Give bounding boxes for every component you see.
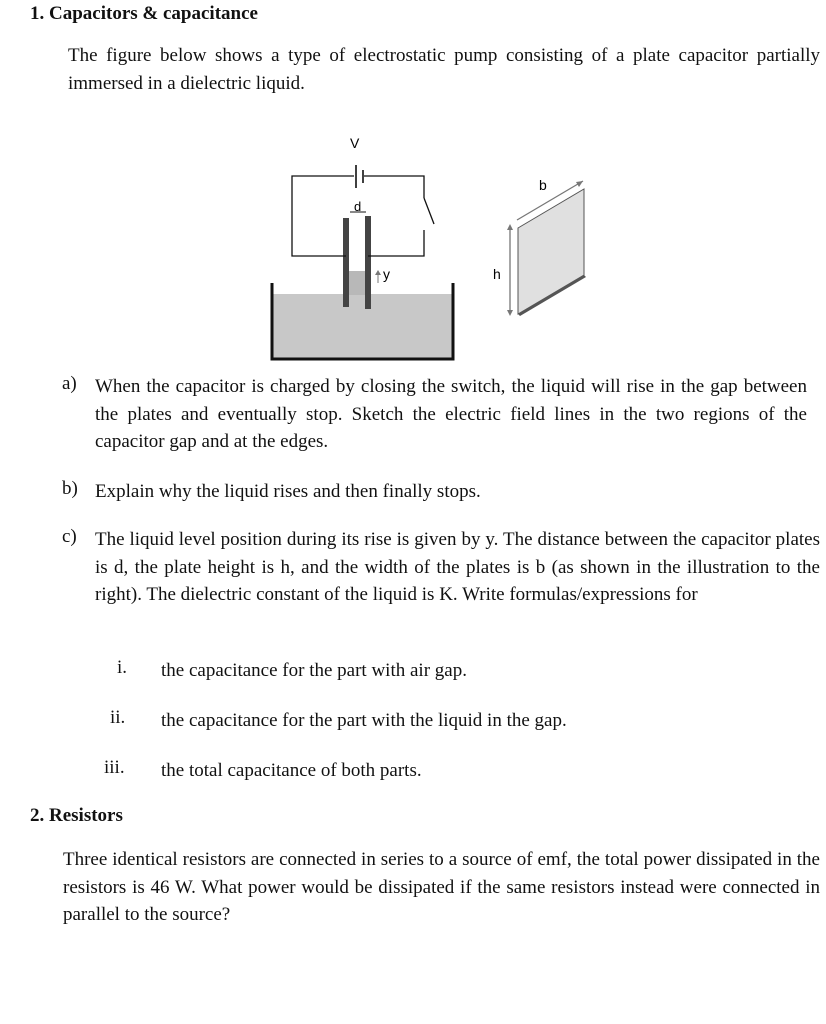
section-2-heading: 2. Resistors — [30, 805, 123, 826]
switch-icon — [424, 198, 434, 224]
section-1-heading: 1. Capacitors & capacitance — [30, 3, 258, 24]
label-b: b — [539, 177, 547, 193]
section-1-intro: The figure below shows a type of electrostatic pump consisting of a plate capacitor partially immersed in a dielectric liquid. — [68, 45, 820, 94]
subitem-ii-label: ii. — [110, 707, 126, 728]
capacitor-plate-right — [365, 216, 371, 309]
question-c-label: c) — [62, 526, 77, 547]
label-v: V — [350, 135, 360, 151]
electrostatic-pump-figure — [255, 128, 600, 368]
subitem-iii-label: iii. — [104, 757, 125, 778]
subitem-i-text: the capacitance for the part with air gap. — [161, 660, 467, 681]
dielectric-liquid — [272, 294, 452, 358]
question-c-text: The liquid level position during its rise is given by y. The distance between the capacitor plates is d, the plate height is h, and the width of the plates is b (as shown in the illustration to the right). The dielectric constant of the liquid is K. Write formulas/expressions for — [95, 529, 820, 605]
question-b-text: Explain why the liquid rises and then finally stops. — [95, 481, 481, 502]
label-h: h — [493, 266, 501, 282]
raised-liquid-column — [349, 271, 365, 295]
subitem-iii-text: the total capacitance of both parts. — [161, 760, 422, 781]
subitem-i-label: i. — [117, 657, 128, 678]
label-y: y — [383, 266, 390, 282]
question-b-label: b) — [62, 478, 78, 499]
circuit-wire-right — [368, 230, 424, 256]
section-2-text: Three identical resistors are connected in series to a source of emf, the total power dissipated in the resistors is 46 W. What power would be dissipated if the same resistors instead were connected in parallel to the source? — [63, 849, 820, 925]
question-a-label: a) — [62, 373, 77, 394]
question-a-text: When the capacitor is charged by closing the switch, the liquid will rise in the gap between the plates and eventually stop. Sketch the electric field lines in the two regions of the capacitor gap and at the edges. — [95, 376, 807, 452]
subitem-ii-text: the capacitance for the part with the liquid in the gap. — [161, 710, 567, 731]
circuit-wire-top-right — [364, 176, 424, 198]
capacitor-plate-left — [343, 218, 349, 307]
label-d: d — [354, 199, 362, 214]
